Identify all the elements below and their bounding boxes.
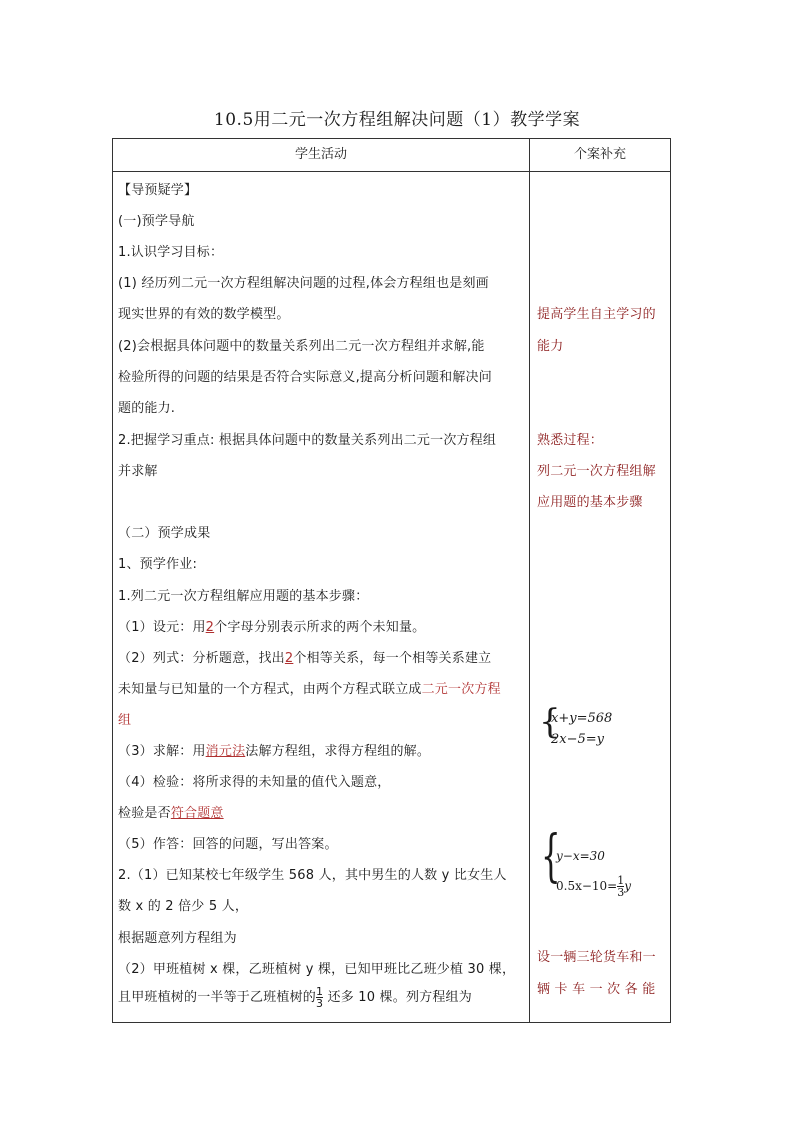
note-line: 辆 卡 车 一 次 各 能 xyxy=(537,982,656,997)
filled-answer: 2 xyxy=(284,651,294,666)
text-line: 且甲班植树的一半等于乙班植树的 $\frac{1}{3}$ 还多 10 棵。列方程组为 xyxy=(118,985,472,1010)
equation: y−x=30 xyxy=(556,849,605,863)
text-line: 现实世界的有效的数学模型。 xyxy=(118,307,290,322)
note-line: 应用题的基本步骤 xyxy=(537,495,643,510)
text-line: （1）设元：用2个字母分别表示所求的两个未知量。 xyxy=(118,620,426,635)
equation: 0.5x−10= $\frac{1}{3}$ y xyxy=(556,874,632,899)
equation: x+y=568 xyxy=(551,711,613,726)
text-line: （2）列式：分析题意，找出2个相等关系，每一个相等关系建立 xyxy=(118,651,492,666)
header-student-activity: 学生活动 xyxy=(294,147,347,162)
brace-symbol: { xyxy=(539,702,561,742)
text-line: 1、预学作业: xyxy=(118,557,198,572)
filled-answer: 消元法 xyxy=(205,744,246,759)
filled-answer: 2 xyxy=(205,620,215,635)
text-line: 题的能力. xyxy=(118,401,176,416)
text-line: 根据题意列方程组为 xyxy=(118,931,237,946)
text-line: 检验所得的问题的结果是否符合实际意义,提高分析问题和解决问 xyxy=(118,370,492,385)
text-line: （2）甲班植树 x 棵，乙班植树 y 棵，已知甲班比乙班少植 30 棵， xyxy=(118,962,516,977)
text-line: 1.认识学习目标： xyxy=(118,245,224,260)
note-line: 提高学生自主学习的 xyxy=(537,307,656,322)
subsection-heading: (一)预学导航 xyxy=(118,214,195,229)
text-line: 数 x 的 2 倍少 5 人， xyxy=(118,899,249,914)
page-title: 10.5用二元一次方程组解决问题（1）教学学案 xyxy=(213,110,581,130)
text-line: 检验是否符合题意 xyxy=(118,806,224,821)
fraction: $\frac{1}{3}$ xyxy=(316,985,324,1010)
header-divider xyxy=(113,171,670,172)
header-case-supplement: 个案补充 xyxy=(573,147,626,162)
text-line: （3）求解：用消元法法解方程组，求得方程组的解。 xyxy=(118,744,431,759)
text-line: (1) 经历列二元一次方程组解决问题的过程,体会方程组也是刻画 xyxy=(118,276,489,291)
text-line: 未知量与已知量的一个方程式，由两个方程式联立成二元一次方程 xyxy=(118,682,501,697)
equation: 2x−5=y xyxy=(551,732,605,747)
filled-answer: 组 xyxy=(118,713,132,728)
text-line: (2)会根据具体问题中的数量关系列出二元一次方程组并求解,能 xyxy=(118,339,485,354)
note-line: 能力 xyxy=(537,339,564,354)
fraction: $\frac{1}{3}$ xyxy=(617,874,625,899)
text-line: 并求解 xyxy=(118,464,158,479)
note-line: 列二元一次方程组解 xyxy=(537,464,656,479)
brace-symbol: { xyxy=(541,824,561,889)
text-line: 2.把握学习重点: 根据具体问题中的数量关系列出二元一次方程组 xyxy=(118,433,497,448)
note-line: 设一辆三轮货车和一 xyxy=(537,950,656,965)
note-line: 熟悉过程： xyxy=(537,433,604,448)
section-heading: 【导预疑学】 xyxy=(118,183,198,198)
text-line: （4）检验：将所求得的未知量的值代入题意， xyxy=(118,775,391,790)
text-line: 2.（1）已知某校七年级学生 568 人，其中男生的人数 y 比女生人 xyxy=(118,868,507,883)
filled-answer: 二元一次方程 xyxy=(421,682,501,697)
lesson-table xyxy=(112,138,671,1023)
text-line: （5）作答：回答的问题，写出答案。 xyxy=(118,837,338,852)
column-divider xyxy=(529,139,530,1022)
filled-answer: 符合题意 xyxy=(170,806,224,821)
subsection-heading: （二）预学成果 xyxy=(118,526,211,541)
text-line: 1.列二元一次方程组解应用题的基本步骤： xyxy=(118,589,369,604)
